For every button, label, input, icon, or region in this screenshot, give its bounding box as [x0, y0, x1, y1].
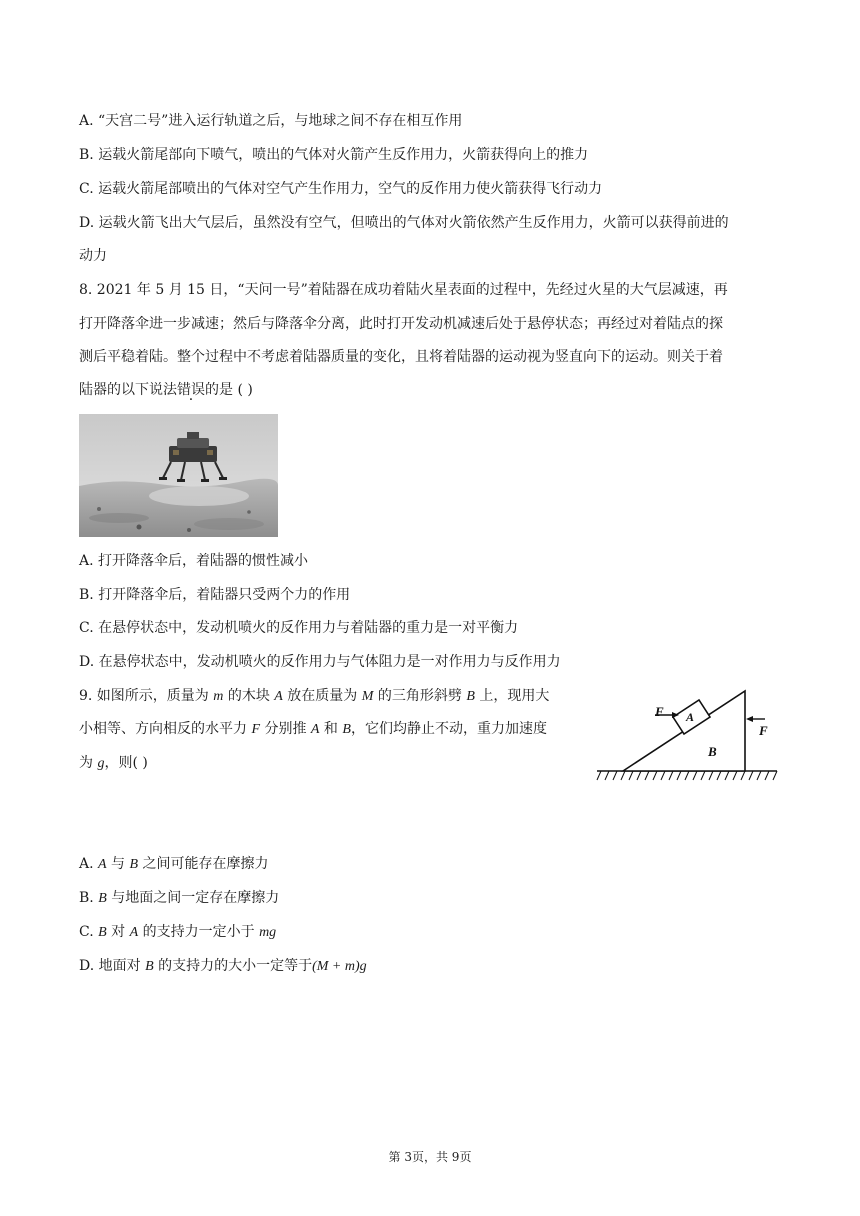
mars-lander-photo — [79, 414, 278, 537]
var-M: M — [361, 689, 374, 704]
q9-opt-text: C. — [79, 924, 99, 940]
var-B: B — [466, 689, 475, 704]
q7-option-a: A. “天宫二号”进入运行轨道之后，与地球之间不存在相互作用 — [79, 113, 463, 129]
q9-stem-line3 — [79, 753, 148, 774]
q9-text: 为 — [79, 755, 98, 771]
q9-opt-text: 之间可能存在摩擦力 — [138, 856, 269, 872]
var-total-weight: (M + m)g — [312, 959, 367, 974]
q9-text: 分别推 — [260, 721, 311, 737]
q9-opt-text: 与地面之间一定存在摩擦力 — [106, 890, 280, 906]
label-B: B — [708, 744, 717, 759]
var-m: m — [213, 689, 224, 704]
q7-option-b: B. 运载火箭尾部向下喷气，喷出的气体对火箭产生反作用力，火箭获得向上的推力 — [79, 147, 589, 163]
var-B: B — [342, 722, 351, 737]
label-A: A — [686, 710, 695, 724]
q8-option-c: C. 在悬停状态中，发动机喷火的反作用力与着陆器的重力是一对平衡力 — [79, 620, 519, 636]
q8-stem-line2: 打开降落伞进一步减速；然后与降落伞分离，此时打开发动机减速后处于悬停状态；再经过对着陆点的探 — [79, 316, 723, 332]
var-A: A — [274, 689, 283, 704]
q8-stem-line1: 8. 2021 年 5 月 15 日，“天问一号”着陆器在成功着陆火星表面的过程中，先经过火星的大气层减速，再 — [79, 282, 728, 298]
q9-opt-text: 与 — [106, 856, 130, 872]
var-A: A — [98, 857, 107, 872]
var-B: B — [145, 959, 154, 974]
q9-opt-text: 的支持力的大小一定等于 — [153, 958, 313, 974]
q7-option-d-cont: 动力 — [79, 248, 107, 264]
q9-opt-text: 的支持力一定小于 — [138, 924, 260, 940]
q8-emphasis: 错误 — [177, 382, 205, 398]
var-g: g — [97, 756, 105, 771]
q9-opt-text: D. 地面对 — [79, 958, 146, 974]
q8-stem-prefix: 陆器的以下说法 — [79, 382, 177, 398]
q9-text: 小相等、方向相反的水平力 — [79, 721, 252, 737]
q9-opt-text: B. — [79, 890, 99, 906]
var-B: B — [98, 925, 107, 940]
q8-option-d: D. 在悬停状态中，发动机喷火的反作用力与气体阻力是一对作用力与反作用力 — [79, 654, 561, 670]
q9-text: 上，现用大 — [474, 688, 550, 704]
q9-text: 和 — [319, 721, 343, 737]
q8-stem-line3: 测后平稳着陆。整个过程中不考虑着陆器质量的变化，且将着陆器的运动视为竖直向下的运动。则关于着 — [79, 349, 723, 365]
var-A: A — [129, 925, 139, 940]
q9-text: 的木块 — [223, 688, 275, 704]
page-footer: 第 3页，共 9页 — [388, 1150, 472, 1164]
q9-text: ，则( ) — [104, 755, 148, 771]
q9-option-c — [79, 922, 276, 943]
var-mg: mg — [259, 925, 277, 940]
q9-text: 9. 如图所示，质量为 — [79, 688, 214, 704]
q9-option-a — [79, 854, 269, 875]
label-F-left: F — [655, 704, 664, 719]
q8-option-b: B. 打开降落伞后，着陆器只受两个力的作用 — [79, 587, 351, 603]
label-F-right: F — [759, 723, 768, 738]
q9-opt-text: A. — [79, 856, 99, 872]
q9-text: 放在质量为 — [282, 688, 362, 704]
var-A: A — [310, 722, 320, 737]
wedge-block-diagram — [595, 685, 785, 785]
var-B: B — [98, 891, 107, 906]
q9-option-d — [79, 956, 367, 977]
var-B: B — [129, 857, 139, 872]
q7-option-d: D. 运载火箭飞出大气层后，虽然没有空气，但喷出的气体对火箭依然产生反作用力，火箭可以获得前进的 — [79, 215, 729, 231]
q9-text: 的三角形斜劈 — [373, 688, 467, 704]
q9-opt-text: 对 — [106, 924, 130, 940]
q7-option-c: C. 运载火箭尾部喷出的气体对空气产生作用力，空气的反作用力使火箭获得飞行动力 — [79, 181, 603, 197]
q8-stem-suffix: 的是 ( ) — [205, 382, 253, 398]
q8-option-a: A. 打开降落伞后，着陆器的惯性减小 — [79, 553, 309, 569]
q9-text: ，它们均静止不动，重力加速度 — [350, 721, 547, 737]
q9-stem-line1 — [79, 686, 549, 707]
var-F: F — [251, 722, 261, 737]
q9-stem-line2 — [79, 719, 547, 740]
q9-option-b — [79, 888, 279, 909]
q8-stem-line4 — [79, 380, 253, 400]
